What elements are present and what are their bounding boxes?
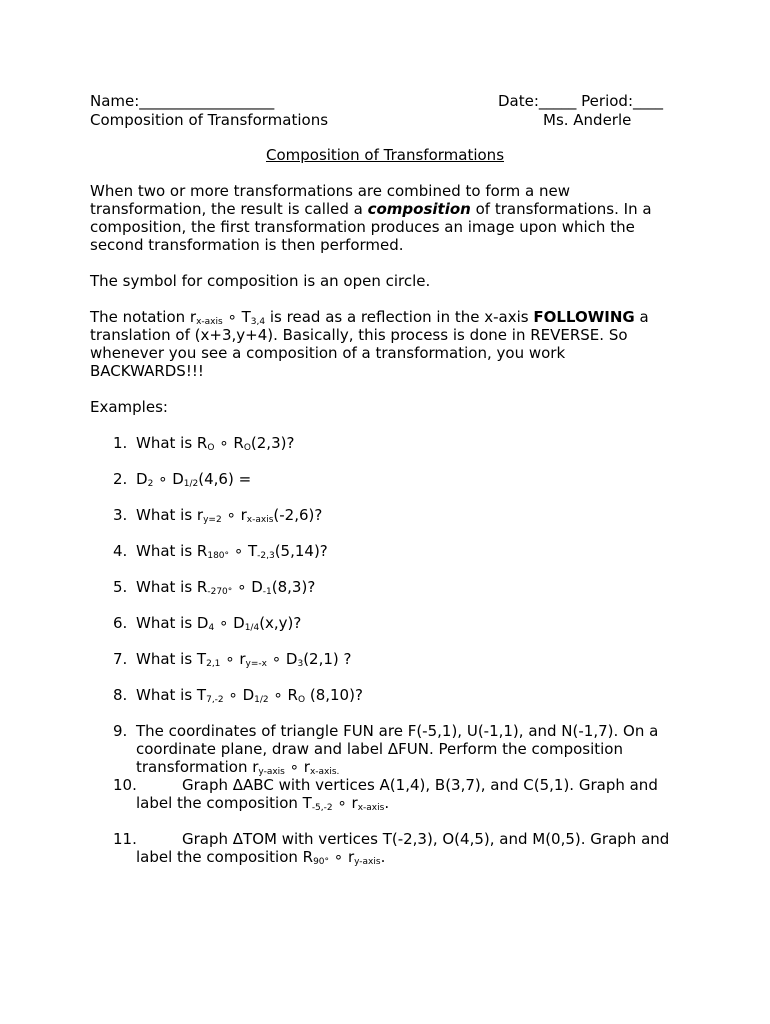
header-row-1 — [90, 92, 680, 111]
item-number: 6. — [113, 614, 128, 632]
item-sub: 3 — [297, 659, 304, 669]
item-text: ∘ D — [232, 578, 263, 596]
item-sub: 90° — [313, 857, 330, 867]
item-sub: -5,-2 — [311, 803, 333, 813]
item-sub: O — [243, 443, 251, 453]
notation-sub-2: 3,4 — [250, 317, 266, 327]
item-sub: y=2 — [203, 515, 222, 525]
list-item — [90, 542, 680, 560]
item-text: (2,1) ? — [303, 650, 352, 668]
item-text: What is T — [136, 686, 207, 704]
item-text: ∘ T — [229, 542, 258, 560]
item-text: D — [136, 470, 148, 488]
item-number: 4. — [113, 542, 128, 560]
item-sub: O — [207, 443, 215, 453]
item-sub: y=-x — [245, 659, 267, 669]
list-item — [90, 506, 680, 524]
header-row-2 — [90, 111, 680, 130]
item-text: What is T — [136, 650, 207, 668]
item-sub: x-axis. — [309, 767, 340, 777]
examples-list — [90, 434, 680, 866]
item-sub: 1/2 — [254, 695, 269, 705]
item-text: (8,10)? — [305, 686, 363, 704]
item-text: ∘ r — [221, 506, 247, 524]
item-text: (x,y)? — [259, 614, 302, 632]
intro-text-2: of transformations. In a composition, the first transformation produces an image upon which the second transformation is then performed. — [90, 200, 652, 254]
symbol-paragraph: The symbol for composition is an open circle. — [90, 272, 431, 290]
subject-label: Composition of Transformations — [90, 111, 329, 129]
intro-term: composition — [367, 200, 471, 218]
item-text: . — [380, 848, 386, 866]
item-text: What is R — [136, 542, 208, 560]
item-text: The coordinates of triangle FUN are F(-5,1), U(-1,1), and N(-1,7). On a coordinate plane, draw and label ΔFUN. Perform the composition transformation r — [136, 722, 659, 776]
worksheet-page — [90, 92, 680, 866]
item-text: (2,3)? — [250, 434, 295, 452]
notation-text-4: a translation of (x+3,y+4). Basically, this process is done in REVERSE. So whenever you see a composition of a transformation, you work BACKWARDS!!! — [90, 308, 649, 380]
item-sub: -2,3 — [257, 551, 275, 561]
item-sub: x-axis — [357, 803, 385, 813]
item-sub: O — [297, 695, 306, 705]
intro-paragraph — [90, 182, 680, 254]
item-text: . — [384, 794, 390, 812]
item-number: 1. — [113, 434, 128, 452]
item-text: ∘ r — [220, 650, 246, 668]
item-text: ∘ R — [268, 686, 298, 704]
name-field-label: Name:__________________ — [90, 92, 275, 110]
item-sub: 1/2 — [183, 479, 199, 489]
item-text: What is D — [136, 614, 209, 632]
item-text: ∘ r — [332, 794, 358, 812]
teacher-name: Ms. Anderle — [543, 111, 632, 129]
item-text: (-2,6)? — [273, 506, 323, 524]
item-text: ∘ D — [266, 650, 298, 668]
list-item — [90, 650, 680, 668]
notation-text-1: The notation r — [90, 308, 197, 326]
item-sub: 180° — [207, 551, 230, 561]
item-number: 8. — [113, 686, 128, 704]
item-text: Graph ΔTOM with vertices T(-2,3), O(4,5), and M(0,5). Graph and label the composition R — [136, 830, 670, 866]
item-text: ∘ D — [153, 470, 184, 488]
intro-text-1: When two or more transformations are combined to form a new transformation, the result is called a — [90, 182, 571, 218]
list-item — [90, 470, 680, 488]
list-item — [90, 434, 680, 452]
item-sub: 2,1 — [206, 659, 221, 669]
notation-bold: FOLLOWING — [533, 308, 635, 326]
item-number: 9. — [113, 722, 128, 740]
item-text: ∘ D — [214, 614, 245, 632]
list-item — [90, 614, 680, 632]
item-text: What is R — [136, 434, 208, 452]
item-number: 3. — [113, 506, 128, 524]
item-text: (8,3)? — [271, 578, 316, 596]
notation-text-2: ∘ T — [222, 308, 251, 326]
list-item — [90, 830, 680, 866]
notation-text-3: is read as a reflection in the x-axis — [265, 308, 534, 326]
item-sub: y-axis — [258, 767, 285, 777]
list-item — [90, 578, 680, 596]
item-number: 7. — [113, 650, 128, 668]
item-sub: y-axis — [354, 857, 381, 867]
item-text: (4,6) = — [198, 470, 252, 488]
item-number: 10. — [113, 776, 137, 794]
list-item — [90, 686, 680, 704]
item-sub: -1 — [262, 587, 272, 597]
item-sub: -270° — [207, 587, 233, 597]
item-text: ∘ r — [329, 848, 355, 866]
date-period-label: Date:_____ Period:____ — [498, 92, 663, 110]
item-text: ∘ r — [284, 758, 310, 776]
item-text: (5,14)? — [274, 542, 328, 560]
item-sub: 4 — [208, 623, 215, 633]
item-text: What is r — [136, 506, 204, 524]
examples-label: Examples: — [90, 398, 168, 416]
notation-paragraph — [90, 308, 680, 380]
item-sub: 1/4 — [244, 623, 260, 633]
item-text: What is R — [136, 578, 208, 596]
item-text: ∘ R — [214, 434, 244, 452]
item-sub: x-axis — [246, 515, 274, 525]
item-text: ∘ D — [223, 686, 255, 704]
item-text: Graph ΔABC with vertices A(1,4), B(3,7), and C(5,1). Graph and label the composition T — [136, 776, 658, 812]
list-item — [90, 776, 680, 812]
page-title: Composition of Transformations — [265, 146, 505, 164]
item-sub: 2 — [147, 479, 154, 489]
list-item — [90, 722, 680, 776]
notation-sub-1: x-axis — [196, 317, 223, 327]
item-sub: 7,-2 — [206, 695, 224, 705]
item-number: 11. — [113, 830, 137, 848]
item-number: 5. — [113, 578, 128, 596]
item-number: 2. — [113, 470, 128, 488]
